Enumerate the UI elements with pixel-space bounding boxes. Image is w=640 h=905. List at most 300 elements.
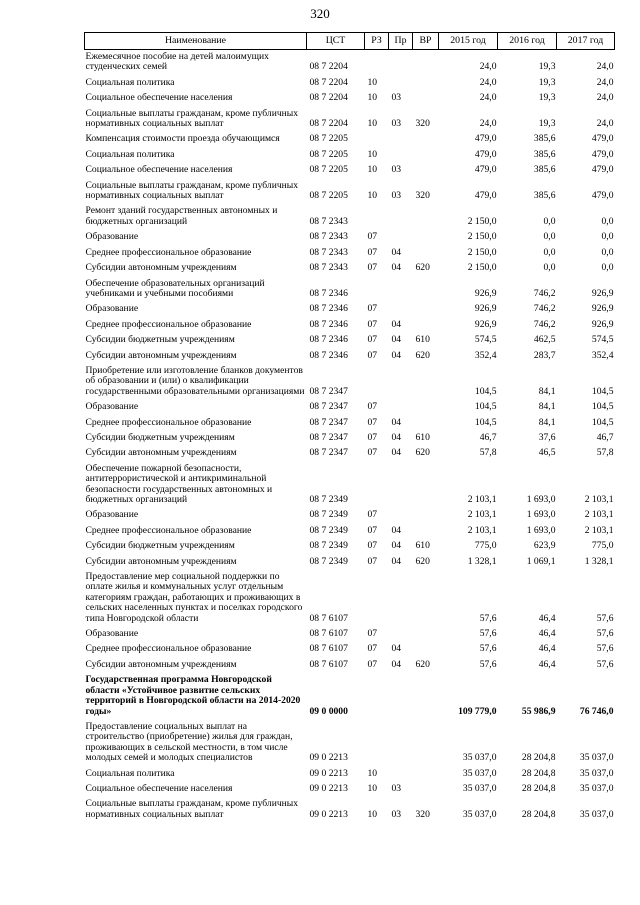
- row-value-2015: 2 103,1: [467, 494, 497, 505]
- row-pr: [389, 230, 413, 245]
- row-vr: 620: [415, 555, 430, 567]
- row-cst: 08 7 2349: [309, 540, 348, 552]
- row-cst: 08 7 2346: [309, 303, 348, 315]
- row-rz: [365, 277, 389, 303]
- table-body: [85, 50, 615, 824]
- row-rz: 10: [367, 92, 378, 104]
- row-value-2017: 0,0: [601, 231, 614, 243]
- row-value-2017: 2 103,1: [584, 494, 614, 505]
- row-value-2016: 746,2: [533, 287, 556, 299]
- row-value-2016: 0,0: [543, 215, 556, 227]
- row-value-2015: 104,5: [474, 416, 497, 428]
- row-pr: [389, 204, 413, 230]
- row-cst: 08 7 2204: [309, 92, 348, 104]
- row-rz: 07: [367, 431, 378, 443]
- row-cst: 08 7 2204: [309, 118, 348, 130]
- row-value-2016: 19,3: [538, 118, 556, 130]
- table-row: [85, 462, 615, 509]
- row-name: Социальное обеспечение населения: [85, 92, 233, 104]
- row-vr: 620: [415, 658, 430, 670]
- row-pr: [389, 302, 413, 317]
- row-value-2015: 479,0: [474, 133, 497, 145]
- row-cst: 08 7 2346: [309, 287, 348, 299]
- row-value-2015: 574,5: [474, 334, 497, 346]
- row-pr: [389, 767, 413, 782]
- row-value-2017: 57,6: [596, 628, 614, 640]
- row-vr: [413, 148, 439, 163]
- row-cst: 08 7 2343: [309, 262, 348, 274]
- row-cst: 08 7 2347: [309, 401, 348, 413]
- row-pr: [389, 720, 413, 767]
- row-vr: [413, 767, 439, 782]
- row-cst: 08 7 2349: [309, 509, 348, 521]
- row-vr: [413, 302, 439, 317]
- row-name: Компенсация стоимости проезда обучающимся: [85, 133, 280, 145]
- row-vr: [413, 720, 439, 767]
- row-value-2015: 24,0: [479, 61, 497, 73]
- row-cst: 08 7 2347: [309, 416, 348, 428]
- row-vr: 620: [415, 447, 430, 459]
- table-row: [85, 230, 615, 245]
- row-pr: 04: [391, 658, 402, 670]
- row-value-2017: 46,7: [596, 431, 614, 443]
- row-value-2016: 1 693,0: [526, 509, 556, 521]
- row-pr: 04: [391, 318, 402, 330]
- table-row: [85, 720, 615, 767]
- table-row: [85, 179, 615, 205]
- row-cst: 08 7 2205: [309, 133, 348, 145]
- row-value-2016: 46,4: [538, 643, 556, 655]
- row-value-2017: 479,0: [591, 190, 614, 202]
- row-rz: 07: [367, 349, 378, 361]
- row-pr: 03: [391, 92, 402, 104]
- row-vr: [413, 277, 439, 303]
- row-value-2016: 385,6: [533, 148, 556, 160]
- table-header: [85, 33, 615, 50]
- row-pr: 04: [391, 246, 402, 258]
- row-value-2017: 57,8: [596, 447, 614, 459]
- row-vr: [413, 400, 439, 415]
- row-name: Социальное обеспечение населения: [85, 164, 233, 176]
- row-name: Образование: [85, 303, 139, 315]
- row-rz: 07: [367, 540, 378, 552]
- row-value-2015: 2 150,0: [467, 215, 497, 227]
- row-value-2017: 2 103,1: [584, 509, 614, 521]
- row-value-2016: 46,4: [538, 658, 556, 670]
- row-rz: 07: [367, 524, 378, 536]
- row-pr: 04: [391, 334, 402, 346]
- row-vr: 610: [415, 334, 430, 346]
- row-value-2017: 926,9: [591, 303, 614, 315]
- table-row: [85, 524, 615, 539]
- row-cst: 08 7 2346: [309, 318, 348, 330]
- row-cst: 08 7 2349: [309, 555, 348, 567]
- header-name: Наименование: [85, 33, 307, 50]
- row-rz: 10: [367, 148, 378, 160]
- row-rz: 07: [367, 628, 378, 640]
- row-pr: 04: [391, 447, 402, 459]
- row-value-2016: 19,3: [538, 76, 556, 88]
- row-name: Среднее профессиональное образование: [85, 246, 252, 258]
- row-pr: 04: [391, 643, 402, 655]
- row-pr: 04: [391, 524, 402, 536]
- row-value-2015: 2 150,0: [467, 231, 497, 243]
- header-vr: ВР: [413, 33, 439, 50]
- row-cst: 08 7 2347: [309, 431, 348, 443]
- row-rz: [365, 364, 389, 400]
- row-cst: 08 7 2349: [309, 494, 348, 505]
- row-value-2016: 385,6: [533, 133, 556, 145]
- row-rz: 07: [367, 334, 378, 346]
- row-value-2017: 35 037,0: [579, 808, 614, 820]
- row-pr: 03: [391, 808, 402, 820]
- row-name: Среднее профессиональное образование: [85, 524, 252, 536]
- row-vr: [413, 364, 439, 400]
- row-vr: [413, 462, 439, 509]
- row-value-2016: 19,3: [538, 61, 556, 73]
- row-value-2017: 57,6: [596, 612, 614, 624]
- row-value-2017: 76 746,0: [579, 705, 614, 717]
- table-row: [85, 333, 615, 348]
- row-name: Образование: [85, 401, 139, 413]
- row-cst: 08 7 6107: [309, 612, 348, 624]
- row-value-2016: 84,1: [538, 385, 556, 397]
- row-value-2017: 24,0: [596, 76, 614, 88]
- row-pr: 03: [391, 190, 402, 202]
- table-row: [85, 107, 615, 133]
- row-value-2017: 574,5: [591, 334, 614, 346]
- row-cst: 08 7 2343: [309, 231, 348, 243]
- row-vr: 620: [415, 349, 430, 361]
- row-pr: [389, 364, 413, 400]
- table-row: [85, 508, 615, 523]
- table-row: [85, 642, 615, 657]
- row-pr: 04: [391, 431, 402, 443]
- table-row: [85, 539, 615, 554]
- table-row: [85, 673, 615, 720]
- row-rz: 07: [367, 658, 378, 670]
- row-rz: [365, 204, 389, 230]
- table-row: [85, 446, 615, 461]
- row-value-2017: 35 037,0: [579, 767, 614, 779]
- row-name: Субсидии бюджетным учреждениям: [85, 540, 235, 552]
- row-value-2016: 0,0: [543, 262, 556, 274]
- row-value-2015: 104,5: [474, 385, 497, 397]
- row-value-2017: 0,0: [601, 246, 614, 258]
- row-cst: 08 7 2347: [309, 385, 348, 397]
- row-value-2016: 0,0: [543, 246, 556, 258]
- table-row: [85, 261, 615, 276]
- row-value-2017: 104,5: [591, 416, 614, 428]
- row-value-2016: 1 693,0: [526, 524, 556, 536]
- row-value-2015: 57,6: [479, 658, 497, 670]
- row-cst: 08 7 2346: [309, 349, 348, 361]
- row-vr: [413, 230, 439, 245]
- row-rz: 07: [367, 555, 378, 567]
- row-vr: [413, 524, 439, 539]
- row-vr: 320: [415, 190, 430, 202]
- row-name: Обеспечение пожарной безопасности, антитеррористической и антикриминальной безопасности государственных автономных и бюджетных организаций: [85, 462, 273, 505]
- row-rz: 07: [367, 401, 378, 413]
- row-rz: [365, 673, 389, 720]
- row-value-2015: 2 150,0: [467, 262, 497, 274]
- header-rz: РЗ: [365, 33, 389, 50]
- table-row: [85, 76, 615, 91]
- row-value-2016: 1 069,1: [526, 555, 556, 567]
- row-rz: 07: [367, 246, 378, 258]
- row-value-2016: 0,0: [543, 231, 556, 243]
- row-cst: 08 7 2205: [309, 164, 348, 176]
- row-value-2016: 46,5: [538, 447, 556, 459]
- row-value-2015: 2 103,1: [467, 524, 497, 536]
- row-vr: [413, 163, 439, 178]
- row-pr: [389, 76, 413, 91]
- row-name: Среднее профессиональное образование: [85, 643, 252, 655]
- row-value-2015: 35 037,0: [462, 767, 497, 779]
- row-value-2017: 0,0: [601, 215, 614, 227]
- row-cst: 08 7 6107: [309, 658, 348, 670]
- row-name: Среднее профессиональное образование: [85, 416, 252, 428]
- row-value-2016: 385,6: [533, 164, 556, 176]
- row-rz: [365, 570, 389, 627]
- row-pr: 03: [391, 118, 402, 130]
- row-vr: [413, 627, 439, 642]
- row-name: Предоставление мер социальной поддержки по оплате жилья и коммунальных услуг отдельным категориям граждан, работающих и проживающих в сельских населенных пунктах и поселках городского типа Новгородской области: [85, 571, 303, 624]
- row-value-2015: 109 779,0: [458, 705, 497, 717]
- row-cst: 09 0 2213: [309, 752, 348, 764]
- row-cst: 09 0 2213: [309, 808, 348, 820]
- row-cst: 09 0 2213: [309, 782, 348, 794]
- row-rz: 10: [367, 190, 378, 202]
- row-rz: 07: [367, 416, 378, 428]
- row-value-2015: 1 328,1: [467, 555, 497, 567]
- row-value-2015: 46,7: [479, 431, 497, 443]
- row-vr: 320: [415, 118, 430, 130]
- row-value-2016: 746,2: [533, 318, 556, 330]
- row-vr: [413, 50, 439, 76]
- row-value-2015: 24,0: [479, 92, 497, 104]
- row-vr: [413, 570, 439, 627]
- row-value-2015: 24,0: [479, 118, 497, 130]
- row-name: Образование: [85, 509, 139, 521]
- table-row: [85, 570, 615, 627]
- row-rz: 10: [367, 808, 378, 820]
- row-value-2017: 479,0: [591, 148, 614, 160]
- row-cst: 08 7 6107: [309, 643, 348, 655]
- row-name: Образование: [85, 628, 139, 640]
- row-pr: [389, 627, 413, 642]
- table-row: [85, 277, 615, 303]
- table-row: [85, 627, 615, 642]
- row-value-2016: 46,4: [538, 628, 556, 640]
- row-value-2017: 104,5: [591, 401, 614, 413]
- row-value-2017: 479,0: [591, 164, 614, 176]
- row-name: Социальные выплаты гражданам, кроме публичных нормативных социальных выплат: [85, 107, 299, 130]
- row-vr: [413, 246, 439, 261]
- row-value-2015: 35 037,0: [462, 782, 497, 794]
- row-rz: 07: [367, 509, 378, 521]
- row-value-2016: 385,6: [533, 190, 556, 202]
- row-value-2015: 35 037,0: [462, 808, 497, 820]
- row-rz: 07: [367, 231, 378, 243]
- row-value-2016: 84,1: [538, 401, 556, 413]
- row-cst: 08 7 6107: [309, 628, 348, 640]
- header-2015: 2015 год: [439, 33, 498, 50]
- row-rz: [365, 720, 389, 767]
- table-row: [85, 148, 615, 163]
- row-pr: [389, 132, 413, 147]
- row-value-2015: 24,0: [479, 76, 497, 88]
- row-name: Приобретение или изготовление бланков документов об образовании и (или) о квалификации государственными образовательными организациями: [85, 364, 305, 397]
- row-value-2017: 57,6: [596, 643, 614, 655]
- row-pr: [389, 673, 413, 720]
- row-value-2016: 623,9: [533, 540, 556, 552]
- row-rz: 10: [367, 76, 378, 88]
- row-value-2017: 352,4: [591, 349, 614, 361]
- row-value-2016: 1 693,0: [526, 494, 556, 505]
- row-name: Социальное обеспечение населения: [85, 782, 233, 794]
- row-value-2015: 479,0: [474, 164, 497, 176]
- row-name: Государственная программа Новгородской области «Устойчивое развитие сельских территорий в Новгородской области на 2014-2020 годы»: [85, 674, 301, 717]
- row-vr: [413, 91, 439, 106]
- row-pr: [389, 277, 413, 303]
- row-vr: 620: [415, 262, 430, 274]
- row-value-2017: 479,0: [591, 133, 614, 145]
- row-pr: 04: [391, 349, 402, 361]
- table-row: [85, 302, 615, 317]
- row-vr: [413, 782, 439, 797]
- row-pr: [389, 50, 413, 76]
- row-value-2015: 57,6: [479, 612, 497, 624]
- row-value-2016: 19,3: [538, 92, 556, 104]
- row-cst: 08 7 2343: [309, 246, 348, 258]
- row-vr: [413, 132, 439, 147]
- row-pr: [389, 462, 413, 509]
- row-name: Социальная политика: [85, 148, 175, 160]
- row-cst: 08 7 2349: [309, 524, 348, 536]
- row-value-2016: 283,7: [533, 349, 556, 361]
- row-value-2016: 462,5: [533, 334, 556, 346]
- row-rz: [365, 50, 389, 76]
- row-value-2016: 28 204,8: [521, 782, 556, 794]
- row-pr: [389, 508, 413, 523]
- row-name: Субсидии автономным учреждениям: [85, 262, 237, 274]
- row-value-2016: 37,6: [538, 431, 556, 443]
- row-value-2015: 57,6: [479, 628, 497, 640]
- row-pr: 04: [391, 262, 402, 274]
- row-value-2017: 35 037,0: [579, 782, 614, 794]
- row-name: Образование: [85, 231, 139, 243]
- row-value-2015: 2 103,1: [467, 509, 497, 521]
- row-value-2016: 55 986,9: [521, 705, 556, 717]
- row-name: Субсидии автономным учреждениям: [85, 555, 237, 567]
- row-name: Социальная политика: [85, 767, 175, 779]
- row-value-2017: 0,0: [601, 262, 614, 274]
- row-name: Социальные выплаты гражданам, кроме публичных нормативных социальных выплат: [85, 179, 299, 202]
- row-cst: 08 7 2205: [309, 190, 348, 202]
- row-pr: 03: [391, 782, 402, 794]
- row-name: Субсидии автономным учреждениям: [85, 349, 237, 361]
- row-rz: 10: [367, 767, 378, 779]
- row-pr: [389, 400, 413, 415]
- row-value-2017: 926,9: [591, 318, 614, 330]
- table-row: [85, 797, 615, 823]
- row-pr: 04: [391, 555, 402, 567]
- header-2017: 2017 год: [557, 33, 615, 50]
- row-value-2016: 746,2: [533, 303, 556, 315]
- row-vr: [413, 642, 439, 657]
- row-value-2015: 479,0: [474, 148, 497, 160]
- row-rz: [365, 462, 389, 509]
- row-name: Субсидии бюджетным учреждениям: [85, 431, 235, 443]
- row-vr: 610: [415, 540, 430, 552]
- row-cst: 09 0 0000: [309, 705, 348, 717]
- row-value-2015: 104,5: [474, 401, 497, 413]
- table-row: [85, 246, 615, 261]
- row-value-2016: 84,1: [538, 416, 556, 428]
- row-vr: [413, 416, 439, 431]
- row-value-2017: 24,0: [596, 118, 614, 130]
- row-cst: 08 7 2205: [309, 148, 348, 160]
- row-value-2017: 2 103,1: [584, 524, 614, 536]
- row-cst: 08 7 2204: [309, 76, 348, 88]
- row-rz: 07: [367, 318, 378, 330]
- table-row: [85, 400, 615, 415]
- row-value-2016: 28 204,8: [521, 767, 556, 779]
- row-rz: 10: [367, 118, 378, 130]
- header-pr: Пр: [389, 33, 413, 50]
- table-row: [85, 364, 615, 400]
- row-cst: 08 7 2346: [309, 334, 348, 346]
- row-value-2017: 1 328,1: [584, 555, 614, 567]
- row-name: Социальная политика: [85, 76, 175, 88]
- table-row: [85, 416, 615, 431]
- row-rz: [365, 132, 389, 147]
- row-name: Ремонт зданий государственных автономных и бюджетных организаций: [85, 205, 278, 227]
- row-value-2015: 926,9: [474, 287, 497, 299]
- row-value-2017: 775,0: [591, 540, 614, 552]
- row-value-2017: 24,0: [596, 61, 614, 73]
- table-row: [85, 431, 615, 446]
- row-name: Среднее профессиональное образование: [85, 318, 252, 330]
- table-row: [85, 349, 615, 364]
- row-value-2016: 28 204,8: [521, 808, 556, 820]
- row-value-2015: 57,8: [479, 447, 497, 459]
- row-value-2016: 46,4: [538, 612, 556, 624]
- row-vr: 610: [415, 431, 430, 443]
- row-value-2015: 479,0: [474, 190, 497, 202]
- row-rz: 07: [367, 262, 378, 274]
- row-vr: [413, 76, 439, 91]
- page-number: 320: [310, 6, 330, 21]
- table-row: [85, 782, 615, 797]
- row-value-2015: 775,0: [474, 540, 497, 552]
- row-pr: 04: [391, 540, 402, 552]
- table-row: [85, 50, 615, 76]
- budget-table: [84, 32, 615, 823]
- table-row: [85, 555, 615, 570]
- row-pr: 03: [391, 164, 402, 176]
- row-value-2015: 926,9: [474, 303, 497, 315]
- table-row: [85, 767, 615, 782]
- row-value-2017: 57,6: [596, 658, 614, 670]
- row-vr: [413, 673, 439, 720]
- row-vr: [413, 204, 439, 230]
- row-vr: 320: [415, 808, 430, 820]
- row-name: Предоставление социальных выплат на строительство (приобретение) жилья для граждан, проживающих в сельской местности, в том числе молодых семей и молодых специалистов: [85, 720, 293, 764]
- row-name: Субсидии автономным учреждениям: [85, 658, 237, 670]
- row-rz: 07: [367, 643, 378, 655]
